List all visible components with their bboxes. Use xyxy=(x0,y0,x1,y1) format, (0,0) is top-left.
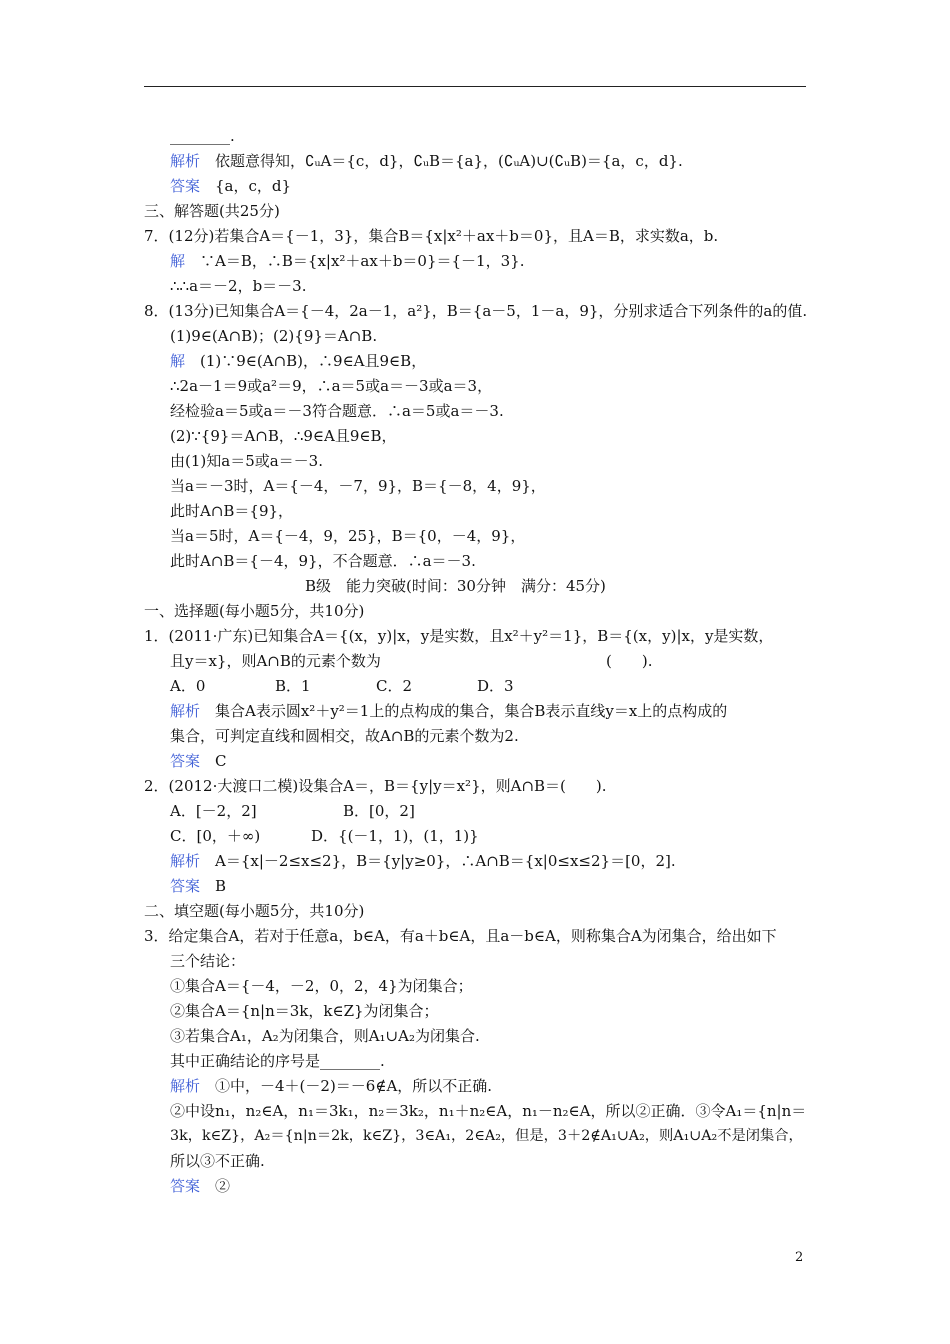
line-text: ①集合A＝{－4，－2，0，2，4}为闭集合； xyxy=(170,977,473,995)
analysis-label: 解析 xyxy=(170,1077,201,1095)
line-text: 二、填空题(每小题5分，共10分) xyxy=(144,902,365,920)
line-29 xyxy=(170,751,227,771)
solution-label: 解 xyxy=(170,252,186,270)
line-0 xyxy=(170,126,235,146)
line-text: {a，c，d} xyxy=(200,177,292,195)
line-text: 此时A∩B＝{－4，9}，不合题意．∴a＝－3. xyxy=(170,552,476,570)
line-text: ② xyxy=(200,1177,231,1195)
line-21 xyxy=(170,651,381,671)
line-6 xyxy=(170,276,307,296)
question-1 xyxy=(144,626,773,646)
line-36 xyxy=(170,876,226,896)
line-2 xyxy=(170,176,291,196)
option-b xyxy=(275,676,311,696)
line-16 xyxy=(170,526,525,546)
line-text: ∴∴a＝－2，b＝－3. xyxy=(170,277,307,295)
line-text: ∴2a－1＝9或a²＝9，∴a＝5或a＝－3或a＝3， xyxy=(170,377,493,395)
question-2 xyxy=(144,776,607,796)
option-d xyxy=(477,676,514,696)
line-11 xyxy=(170,401,504,421)
line-45 xyxy=(170,1101,806,1121)
option-c xyxy=(170,826,260,846)
option-a xyxy=(170,801,257,821)
line-9 xyxy=(170,351,426,371)
line-text: 由(1)知a＝5或a＝－3. xyxy=(170,452,323,470)
line-text: 8．(13分)已知集合A＝{－4，2a－1，a²}，B＝{a－5，1－a，9}，分别求适合下列条件的a的值. xyxy=(144,302,808,320)
line-14 xyxy=(170,476,546,496)
line-text: ∵A＝B，∴B＝{x|x²＋ax＋b＝0}＝{－1，3}. xyxy=(185,252,525,270)
line-text: B xyxy=(200,877,227,895)
line-text: 3k，k∈Z}，A₂＝{n|n＝2k，k∈Z}，3∈A₁，2∈A₂，但是，3＋2∉A₁∪A₂，则A₁∪A₂不是闭集合， xyxy=(170,1128,803,1144)
line-text: 所以③不正确. xyxy=(170,1152,265,1170)
section-heading xyxy=(144,901,364,921)
line-text: 其中正确结论的序号是________. xyxy=(170,1052,385,1070)
line-text: C xyxy=(200,752,227,770)
page-number: 2 xyxy=(795,1250,804,1265)
question-8 xyxy=(144,301,807,321)
line-text: B．1 xyxy=(275,677,311,695)
line-41 xyxy=(170,1001,439,1021)
analysis-label: 解析 xyxy=(170,152,201,170)
answer-label: 答案 xyxy=(170,177,201,195)
line-42 xyxy=(170,1026,480,1046)
option-c xyxy=(376,676,412,696)
line-17 xyxy=(170,551,476,571)
line-text: 2．(2012·大渡口二模)设集合A＝，B＝{y|y＝x²}，则A∩B＝( ). xyxy=(144,777,607,795)
line-text: ②中设n₁，n₂∈A，n₁＝3k₁，n₂＝3k₂，n₁＋n₂∈A，n₁－n₂∈A，所以②正确．③令A₁＝{n|n＝ xyxy=(170,1102,807,1120)
line-text: 三个结论： xyxy=(170,952,246,970)
line-44 xyxy=(170,1076,492,1096)
answer-label: 答案 xyxy=(170,1177,201,1195)
line-text: 集合，可判定直线和圆相交，故A∩B的元素个数为2. xyxy=(170,727,519,745)
analysis-label: 解析 xyxy=(170,852,201,870)
line-text: 且y＝x}，则A∩B的元素个数为 xyxy=(170,652,381,670)
line-text: D．3 xyxy=(477,677,514,695)
line-text: A＝{x|－2≤x≤2}，B＝{y|y≥0}，∴A∩B＝{x|0≤x≤2}＝[0，2]. xyxy=(200,852,676,870)
line-text: ①中，－4＋(－2)＝－6∉A，所以不正确. xyxy=(200,1077,493,1095)
line-43 xyxy=(170,1051,385,1071)
line-15 xyxy=(170,501,293,521)
line-48 xyxy=(170,1176,230,1196)
analysis-label: 解析 xyxy=(170,702,201,720)
line-8 xyxy=(170,326,377,346)
line-27 xyxy=(170,701,727,721)
option-a xyxy=(170,676,205,696)
line-10 xyxy=(170,376,492,396)
line-text: ②集合A＝{n|n＝3k，k∈Z}为闭集合； xyxy=(170,1002,439,1020)
level-b-heading xyxy=(305,576,606,596)
line-text: C．2 xyxy=(376,677,413,695)
line-12 xyxy=(170,426,397,446)
question-3 xyxy=(144,926,777,946)
option-d xyxy=(311,826,479,846)
section-heading xyxy=(144,601,364,621)
line-text: 集合A表示圆x²＋y²＝1上的点构成的集合，集合B表示直线y＝x上的点构成的 xyxy=(200,702,728,720)
solution-label: 解 xyxy=(170,352,186,370)
answer-label: 答案 xyxy=(170,752,201,770)
line-text: B级 能力突破(时间：30分钟 满分：45分) xyxy=(305,577,606,595)
answer-label: 答案 xyxy=(170,877,201,895)
line-text: B．[0，2] xyxy=(343,802,415,820)
line-35 xyxy=(170,851,676,871)
line-text: D．{(－1，1)，(1，1)} xyxy=(311,827,479,845)
line-text: 三、解答题(共25分) xyxy=(144,202,280,220)
line-13 xyxy=(170,451,323,471)
line-28 xyxy=(170,726,519,746)
line-text: A．[－2，2] xyxy=(170,802,257,820)
answer-bracket xyxy=(606,651,652,671)
line-text: C．[0，＋∞) xyxy=(170,827,261,845)
line-1 xyxy=(170,151,683,171)
line-text: A．0 xyxy=(170,677,206,695)
line-text: 此时A∩B＝{9}， xyxy=(170,502,294,520)
line-text: ( ). xyxy=(606,652,653,670)
line-text: 7．(12分)若集合A＝{－1，3}，集合B＝{x|x²＋ax＋b＝0}，且A＝B，求实数a，b. xyxy=(144,227,719,245)
question-7 xyxy=(144,226,718,246)
line-40 xyxy=(170,976,473,996)
option-b xyxy=(343,801,415,821)
line-text: (2)∵{9}＝A∩B，∴9∈A且9∈B， xyxy=(170,427,397,445)
line-5 xyxy=(170,251,524,271)
line-39 xyxy=(170,951,245,971)
line-text: ③若集合A₁，A₂为闭集合，则A₁∪A₂为闭集合. xyxy=(170,1027,480,1045)
header-rule xyxy=(144,86,806,87)
line-text: 当a＝5时，A＝{－4，9，25}，B＝{0，－4，9}， xyxy=(170,527,526,545)
line-text: 依题意得知，∁ᵤA＝{c，d}，∁ᵤB＝{a}，(∁ᵤA)∪(∁ᵤB)＝{a，c，d}. xyxy=(200,152,683,170)
line-text: 1．(2011·广东)已知集合A＝{(x，y)|x，y是实数，且x²＋y²＝1}，B＝{(x，y)|x，y是实数， xyxy=(144,627,774,645)
line-text: ________. xyxy=(170,127,235,145)
line-46 xyxy=(170,1126,803,1146)
line-text: 当a＝－3时，A＝{－4，－7，9}，B＝{－8，4，9}， xyxy=(170,477,546,495)
line-text: (1)9∈(A∩B)；(2){9}＝A∩B. xyxy=(170,327,378,345)
line-text: 3．给定集合A，若对于任意a，b∈A，有a＋b∈A，且a－b∈A，则称集合A为闭集合，给出如下 xyxy=(144,927,777,945)
line-text: 经检验a＝5或a＝－3符合题意．∴a＝5或a＝－3. xyxy=(170,402,504,420)
section-heading xyxy=(144,201,280,221)
line-47 xyxy=(170,1151,265,1171)
line-text: (1)∵9∈(A∩B)，∴9∈A且9∈B， xyxy=(185,352,427,370)
line-text: 一、选择题(每小题5分，共10分) xyxy=(144,602,365,620)
